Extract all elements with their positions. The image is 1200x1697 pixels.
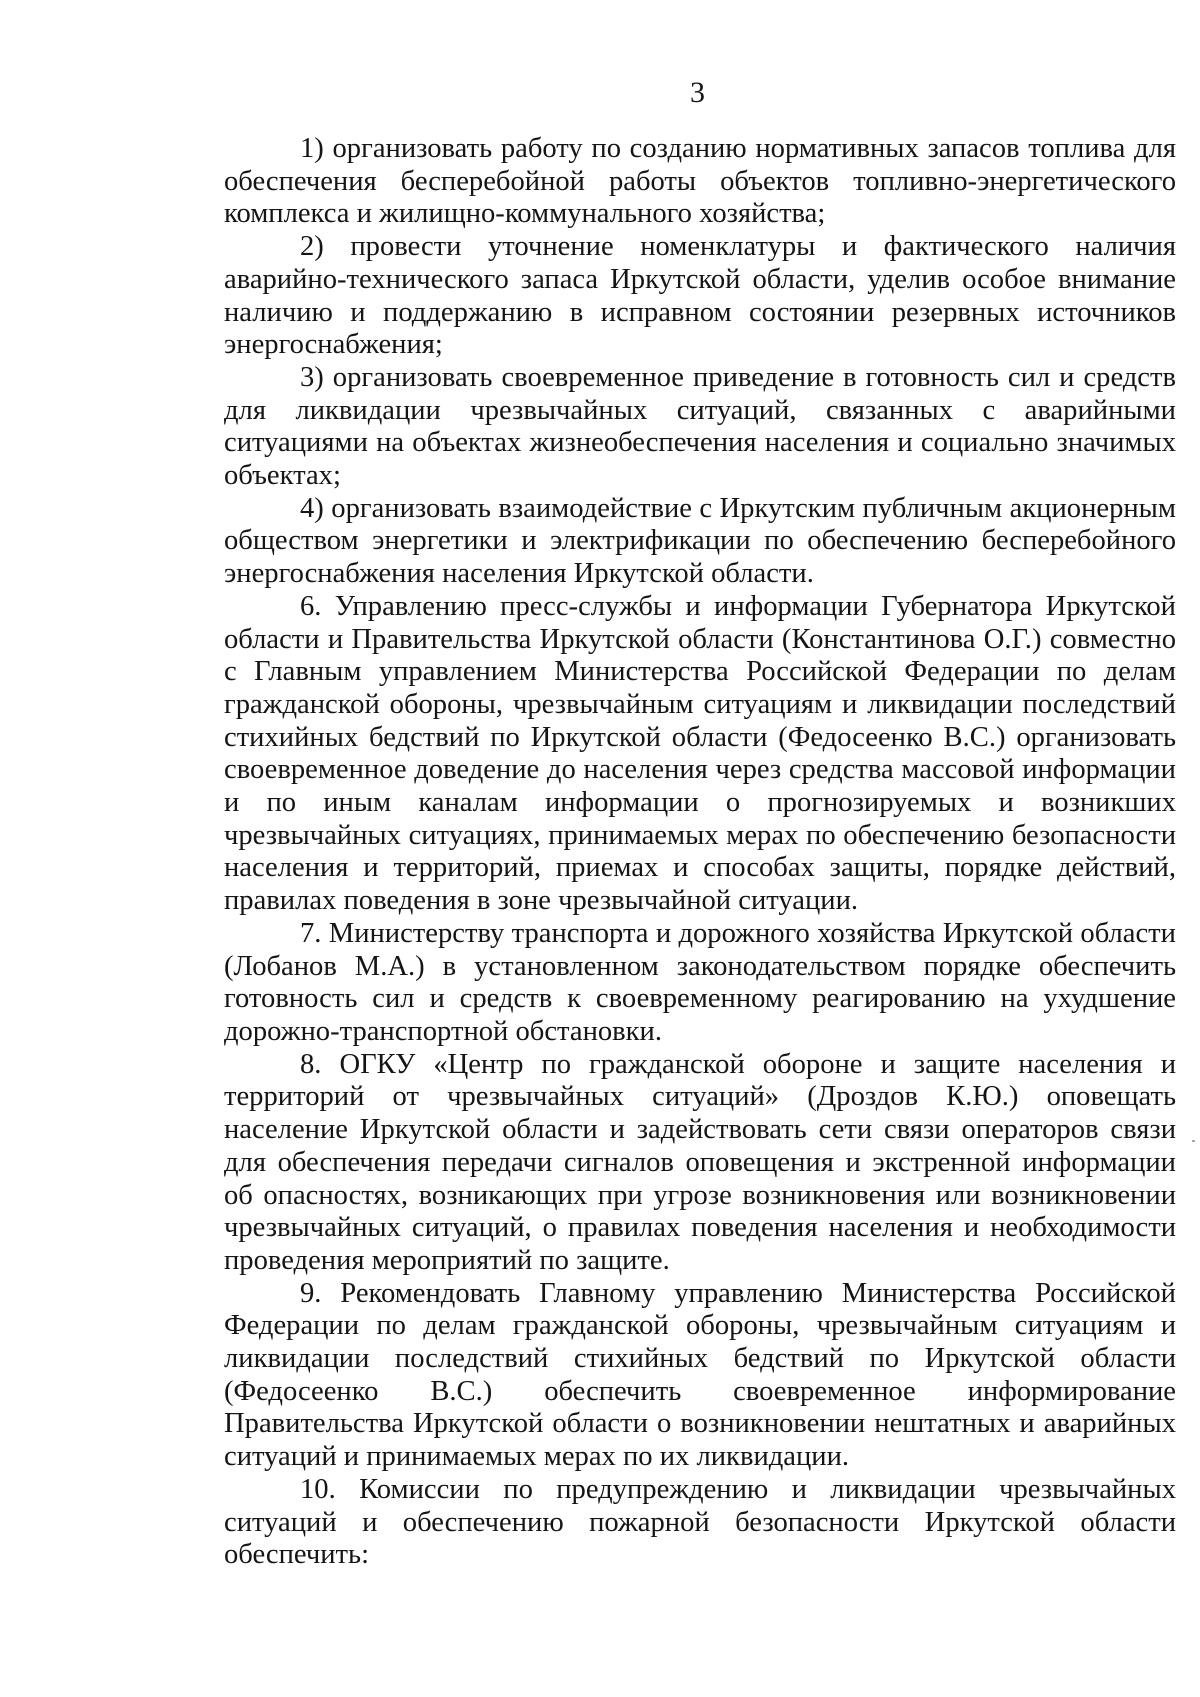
paragraph-item-4: 4) организовать взаимодействие с Иркутским публичным акционерным обществом энергетики и электрификации по обеспечению бесперебойного энергоснабжения населения Иркутской области. [224, 492, 1176, 590]
page-number: 3 [690, 76, 705, 109]
paragraph-clause-7: 7. Министерству транспорта и дорожного хозяйства Иркутской области (Лобанов М.А.) в установленном законодательством порядке обеспечить готовность сил и средств к своевременному реагированию на ухудшение дорожно-транспортной обстановки. [224, 917, 1176, 1047]
paragraph-clause-10: 10. Комиссии по предупреждению и ликвидации чрезвычайных ситуаций и обеспечению пожарной безопасности Иркутской области обеспечить: [224, 1473, 1176, 1571]
paragraph-item-3: 3) организовать своевременное приведение в готовность сил и средств для ликвидации чрезвычайных ситуаций, связанных с аварийными ситуациями на объектах жизнеобеспечения населения и социально значимых объектах; [224, 361, 1176, 492]
paragraph-clause-9: 9. Рекомендовать Главному управлению Министерства Российской Федерации по делам гражданской обороны, чрезвычайным ситуациям и ликвидации последствий стихийных бедствий по Иркутской области (Федосеенко В.С.) обеспечить своевременное информирование Правительства Иркутской области о возникновении нештатных и аварийных ситуаций и принимаемых мерах по их ликвидации. [224, 1277, 1176, 1473]
paragraph-item-1: 1) организовать работу по созданию нормативных запасов топлива для обеспечения бесперебойной работы объектов топливно-энергетического комплекса и жилищно-коммунального хозяйства; [224, 133, 1176, 230]
document-body [224, 133, 1176, 1572]
paragraph-clause-6: 6. Управлению пресс-службы и информации Губернатора Иркутской области и Правительства Иркутской области (Константинова О.Г.) совместно с Главным управлением Министерства Российской Федерации по делам гражданской обороны, чрезвычайным ситуациям и ликвидации последствий стихийных бедствий по Иркутской области (Федосеенко В.С.) организовать своевременное доведение до населения через средства массовой информации и по иным каналам информации о прогнозируемых и возникших чрезвычайных ситуациях, принимаемых мерах по обеспечению безопасности населения и территорий, приемах и способах защиты, порядке действий, правилах поведения в зоне чрезвычайной ситуации. [224, 590, 1176, 917]
paragraph-clause-8: 8. ОГКУ «Центр по гражданской обороне и защите населения и территорий от чрезвычайных ситуаций» (Дроздов К.Ю.) оповещать население Иркутской области и задействовать сети связи операторов связи для обеспечения передачи сигналов оповещения и экстренной информации об опасностях, возникающих при угрозе возникновения или возникновении чрезвычайных ситуаций, о правилах поведения населения и необходимости проведения мероприятий по защите. [224, 1048, 1176, 1276]
scan-speck [1192, 1140, 1195, 1142]
paragraph-item-2: 2) провести уточнение номенклатуры и фактического наличия аварийно-технического запаса Иркутской области, уделив особое внимание наличию и поддержанию в исправном состоянии резервных источников энергоснабжения; [224, 231, 1176, 361]
